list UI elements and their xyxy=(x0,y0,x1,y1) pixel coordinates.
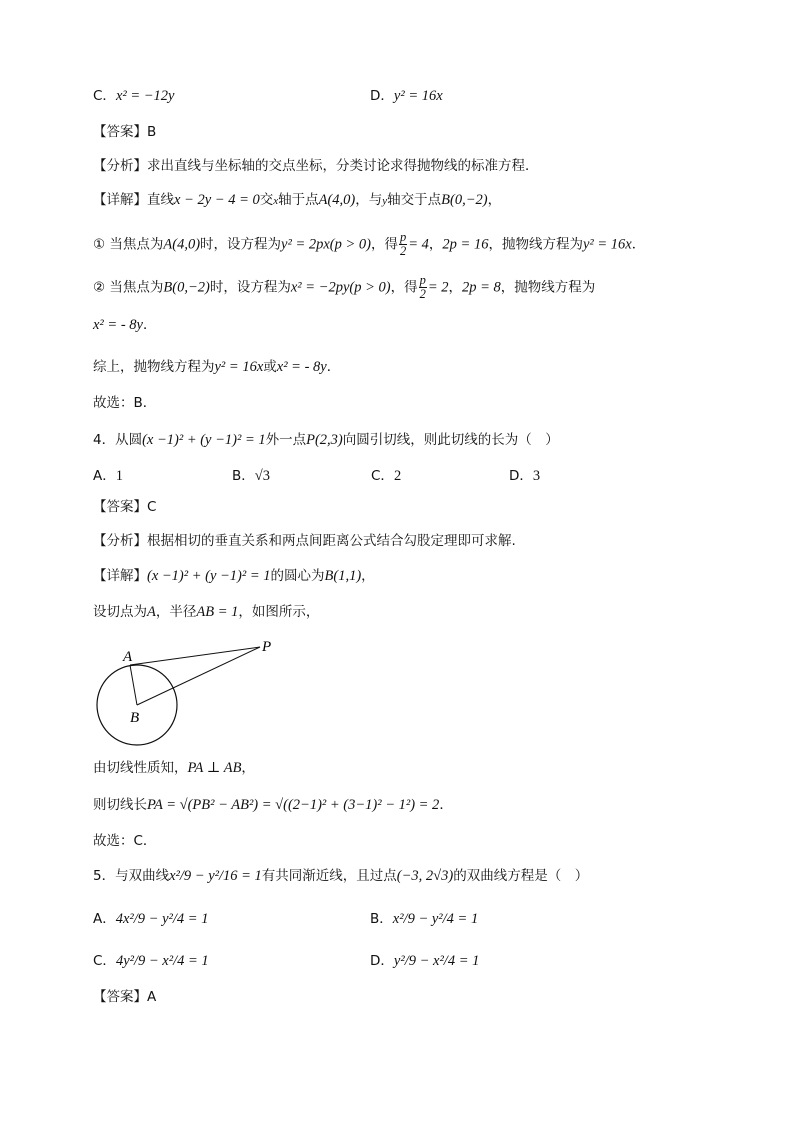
fraction: $\frac{p}{2}$ xyxy=(400,230,407,258)
q3-case-1: ① 当焦点为A(4,0)时，设方程为y² = 2px(p > 0)，得 $\frac{p}{2}$ = 4，2p = 16，抛物线方程为y² = 16x． xyxy=(93,230,646,258)
q3-detail: 【详解】直线x − 2y − 4 = 0交x轴于点A(4,0)，与y轴交于点B(0,−2)， xyxy=(93,192,502,208)
q5-option-c: C．4y²/9 − x²/4 = 1 xyxy=(93,953,209,969)
q3-answer: 【答案】B xyxy=(93,124,157,140)
q3-analysis: 【分析】求出直线与坐标轴的交点坐标，分类讨论求得抛物线的标准方程． xyxy=(93,158,539,174)
q4-choose: 故选：C． xyxy=(93,833,157,849)
q5-question: 5．与双曲线x²/9 − y²/16 = 1有共同渐近线，且过点(−3, 2√3)的双曲线方程是（ ） xyxy=(93,868,589,884)
q5-option-a: A．4x²/9 − y²/4 = 1 xyxy=(93,911,209,927)
q4-detail: 【详解】(x −1)² + (y −1)² = 1的圆心为B(1,1)， xyxy=(93,568,375,584)
q3-summary: 综上，抛物线方程为y² = 16x或x² = - 8y． xyxy=(93,359,341,375)
q3-case-2: ② 当焦点为B(0,−2)时，设方程为x² = −2py(p > 0)，得 $\frac{p}{2}$ = 2，2p = 8，抛物线方程为 xyxy=(93,273,596,301)
q5-option-d: D．y²/9 − x²/4 = 1 xyxy=(370,953,480,969)
q3-option-c-equation: x² = −12y xyxy=(115,88,175,104)
q4-perpendicular: 由切线性质知，PA ⊥ AB， xyxy=(93,760,255,776)
q4-option-c: C．2 xyxy=(371,468,402,484)
q3-choose: 故选：B． xyxy=(93,395,157,411)
q4-answer: 【答案】C xyxy=(93,499,157,515)
q4-length-calc: 则切线长PA = √(PB² − AB²) = √((2−1)² + (3−1)² − 1²) = 2． xyxy=(93,797,453,813)
tangent-figure xyxy=(90,632,290,750)
q5-option-b: B．x²/9 − y²/4 = 1 xyxy=(370,911,479,927)
fraction: $\frac{p}{2}$ xyxy=(419,273,426,301)
q3-option-c: C．x² = −12y xyxy=(93,88,175,104)
q4-analysis: 【分析】根据相切的垂直关系和两点间距离公式结合勾股定理即可求解. xyxy=(93,533,516,549)
q4-option-a: A．1 xyxy=(93,468,123,484)
q3-option-d: D．y² = 16x xyxy=(370,88,443,104)
q4-tangent-point: 设切点为A，半径AB = 1，如图所示， xyxy=(93,604,320,620)
q4-option-d: D．3 xyxy=(509,468,541,484)
q4-question: 4．从圆(x −1)² + (y −1)² = 1外一点P(2,3)向圆引切线，则此切线的长为（ ） xyxy=(93,432,559,448)
label-B: B xyxy=(130,710,140,726)
label-A: A xyxy=(123,649,133,665)
q4-option-b: B．√3 xyxy=(232,468,270,484)
q5-answer: 【答案】A xyxy=(93,989,157,1005)
q3-option-d-equation: y² = 16x xyxy=(393,88,443,104)
segment-AB xyxy=(130,665,137,705)
label-P: P xyxy=(262,639,272,655)
q3-case-2-result: x² = - 8y． xyxy=(93,317,157,333)
